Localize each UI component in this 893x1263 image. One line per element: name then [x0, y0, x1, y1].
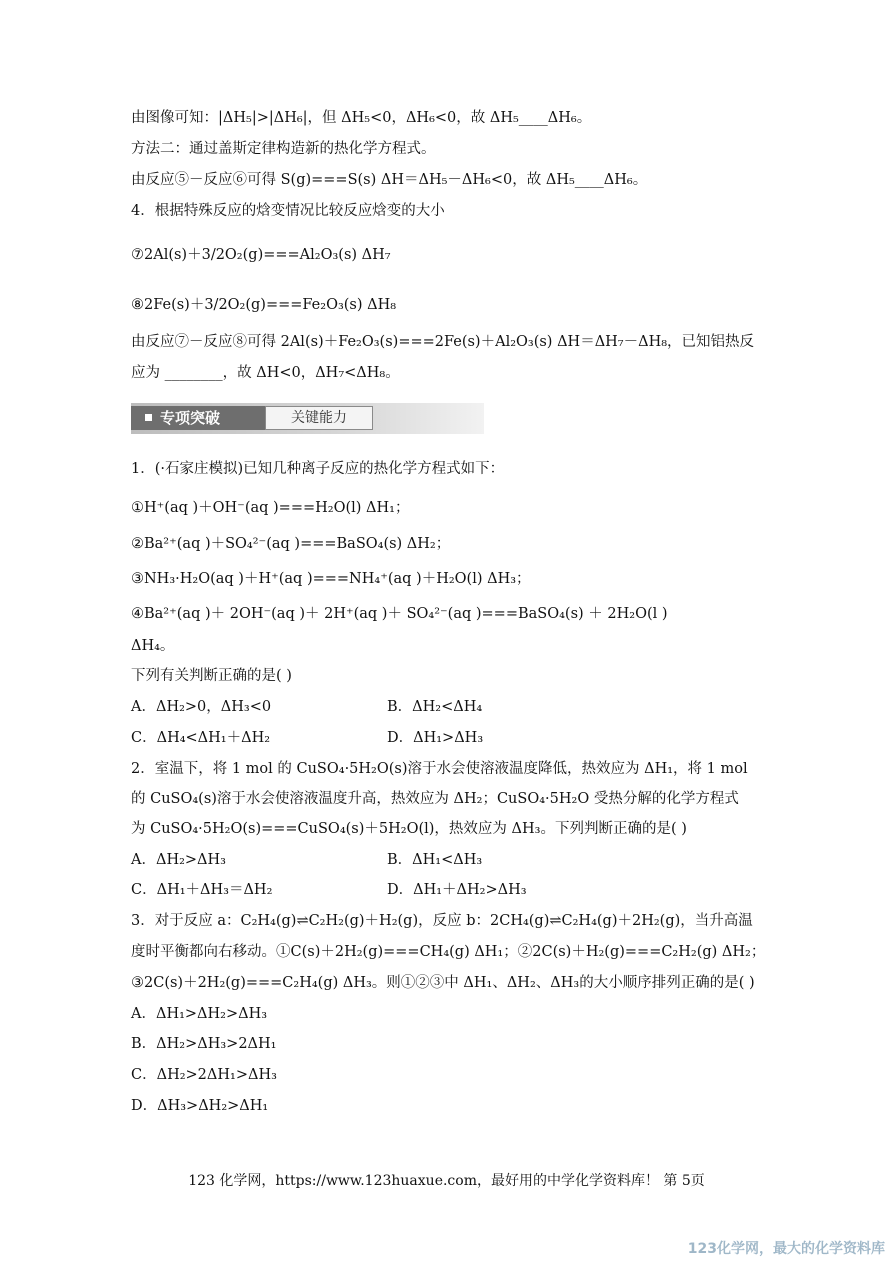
equation-line: ①H⁺(aq )＋OH⁻(aq )===H₂O(l) ΔH₁；: [131, 500, 410, 516]
equation-line: ④Ba²⁺(aq )＋ 2OH⁻(aq )＋ 2H⁺(aq )＋ SO₄²⁻(aq )===BaSO₄(s) ＋ 2H₂O(l ): [131, 606, 668, 622]
text-line: 为 CuSO₄·5H₂O(s)===CuSO₄(s)＋5H₂O(l)，热效应为 ΔH₃。下列判断正确的是( ): [131, 821, 687, 837]
text-line: 由图像可知：|ΔH₅|>|ΔH₆|，但 ΔH₅<0，ΔH₆<0，故 ΔH₅____ΔH₆。: [131, 110, 592, 126]
option-d: D．ΔH₁>ΔH₃: [387, 730, 484, 746]
option-a: A．ΔH₂>ΔH₃: [131, 852, 226, 868]
text-line: 的 CuSO₄(s)溶于水会使溶液温度升高，热效应为 ΔH₂；CuSO₄·5H₂O 受热分解的化学方程式: [131, 791, 739, 807]
section-heading: 4．根据特殊反应的焓变情况比较反应焓变的大小: [131, 203, 445, 219]
text-line: 由反应⑤－反应⑥可得 S(g)===S(s) ΔH＝ΔH₅－ΔH₆<0，故 ΔH₅____ΔH₆。: [131, 172, 648, 188]
banner-main-label: 专项突破: [160, 409, 221, 427]
equation-line: ⑧2Fe(s)＋3/2O₂(g)===Fe₂O₃(s) ΔH₈: [131, 297, 397, 313]
question-stem: 2．室温下，将 1 mol 的 CuSO₄·5H₂O(s)溶于水会使溶液温度降低，热效应为 ΔH₁，将 1 mol: [131, 761, 748, 777]
text-line: 应为 ________，故 ΔH<0，ΔH₇<ΔH₈。: [131, 365, 400, 381]
section-banner: [131, 403, 484, 434]
text-line: 方法二：通过盖斯定律构造新的热化学方程式。: [131, 141, 436, 157]
option-a: A．ΔH₂>0，ΔH₃<0: [131, 699, 272, 715]
banner-sub-label: 关键能力: [265, 406, 373, 430]
equation-line: ΔH₄。: [131, 638, 175, 654]
option-a: A．ΔH₁>ΔH₂>ΔH₃: [131, 1006, 268, 1022]
question-stem: 1．(·石家庄模拟)已知几种离子反应的热化学方程式如下：: [131, 461, 505, 477]
option-c: C．ΔH₂>2ΔH₁>ΔH₃: [131, 1067, 277, 1083]
option-d: D．ΔH₃>ΔH₂>ΔH₁: [131, 1098, 269, 1114]
option-c: C．ΔH₁＋ΔH₃＝ΔH₂: [131, 882, 273, 898]
page-footer: 123 化学网，https://www.123huaxue.com，最好用的中学化学资料库！ 第 5页: [188, 1173, 705, 1189]
text-line: 由反应⑦－反应⑧可得 2Al(s)＋Fe₂O₃(s)===2Fe(s)＋Al₂O₃(s) ΔH＝ΔH₇－ΔH₈，已知铝热反: [131, 334, 755, 350]
watermark: 123化学网，最大的化学资料库: [687, 1241, 885, 1257]
option-c: C．ΔH₄<ΔH₁＋ΔH₂: [131, 730, 271, 746]
text-line: 度时平衡都向右移动。①C(s)＋2H₂(g)===CH₄(g) ΔH₁；②2C(s)＋H₂(g)===C₂H₂(g) ΔH₂；: [131, 944, 766, 960]
square-bullet-icon: [145, 414, 152, 421]
equation-line: ②Ba²⁺(aq )＋SO₄²⁻(aq )===BaSO₄(s) ΔH₂；: [131, 536, 451, 552]
option-b: B．ΔH₁<ΔH₃: [387, 852, 483, 868]
equation-line: ③NH₃·H₂O(aq )＋H⁺(aq )===NH₄⁺(aq )＋H₂O(l) ΔH₃；: [131, 571, 531, 587]
option-b: B．ΔH₂<ΔH₄: [387, 699, 483, 715]
text-line: ③2C(s)＋2H₂(g)===C₂H₄(g) ΔH₃。则①②③中 ΔH₁、ΔH₂、ΔH₃的大小顺序排列正确的是( ): [131, 975, 755, 991]
option-b: B．ΔH₂>ΔH₃>2ΔH₁: [131, 1036, 277, 1052]
question-stem: 3．对于反应 a：C₂H₄(g)⇌C₂H₂(g)＋H₂(g)，反应 b：2CH₄(g)⇌C₂H₄(g)＋2H₂(g)，当升高温: [131, 913, 753, 929]
banner-main: [131, 406, 265, 430]
question-prompt: 下列有关判断正确的是( ): [131, 668, 292, 684]
equation-line: ⑦2Al(s)＋3/2O₂(g)===Al₂O₃(s) ΔH₇: [131, 247, 391, 263]
option-d: D．ΔH₁＋ΔH₂>ΔH₃: [387, 882, 527, 898]
